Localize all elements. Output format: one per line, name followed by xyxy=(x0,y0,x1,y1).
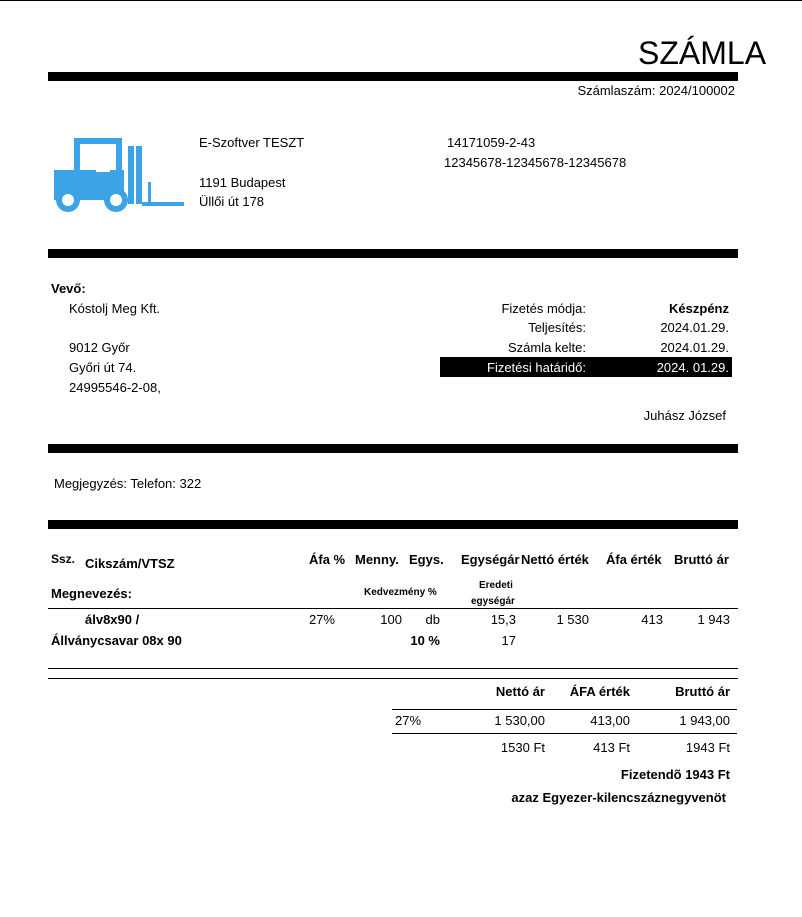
summary-net: 1 530,00 xyxy=(494,713,545,728)
issue-date-value: 2024.01.29. xyxy=(660,340,729,355)
seller-city: 1191 Budapest xyxy=(199,175,286,190)
item-net-value: 1 530 xyxy=(556,612,589,627)
table-bottom-line xyxy=(48,678,738,679)
col-no: Ssz. xyxy=(51,552,76,566)
item-vat-pct: 27% xyxy=(308,612,335,627)
fulfillment-label: Teljesítés: xyxy=(528,320,586,335)
fulfillment-value: 2024.01.29. xyxy=(660,320,729,335)
item-vat-value: 413 xyxy=(641,612,663,627)
col-orig-price-2: egységár xyxy=(471,596,515,607)
buyer-label: Vevő: xyxy=(51,281,86,296)
item-name: Állványcsavar 08x 90 xyxy=(51,633,182,648)
seller-tax-id: 14171059-2-43 xyxy=(447,135,536,150)
due-date-label: Fizetési határidő: xyxy=(487,360,586,375)
buyer-tax-id: 24995546-2-08, xyxy=(69,380,161,395)
payable-amount: Fizetendõ 1943 Ft xyxy=(620,767,730,782)
col-unit: Egys. xyxy=(409,552,444,567)
col-name: Megnevezés: xyxy=(51,586,132,601)
seller-bank-account: 12345678-12345678-12345678 xyxy=(444,155,627,170)
forklift-icon xyxy=(52,136,186,214)
col-discount: Kedvezmény % xyxy=(364,587,437,598)
summary-gross-total: 1943 Ft xyxy=(685,740,730,755)
summary-rate: 27% xyxy=(395,713,422,728)
buyer-street: Győri út 74. xyxy=(69,360,137,375)
section-bar xyxy=(48,444,738,453)
summary-gross-label: Bruttó ár xyxy=(675,684,730,699)
top-border xyxy=(0,0,802,1)
payment-method-label: Fizetés módja: xyxy=(501,301,586,316)
item-discount: 10 % xyxy=(410,633,440,648)
invoice-number: Számlaszám: 2024/100002 xyxy=(577,83,735,98)
summary-divider xyxy=(392,709,737,710)
invoice-title: SZÁMLA xyxy=(638,35,767,71)
summary-divider xyxy=(392,733,737,734)
item-code: álv8x90 / xyxy=(85,612,140,627)
summary-vat-label: ÁFA érték xyxy=(569,684,630,699)
col-net-value: Nettó érték xyxy=(521,552,589,567)
buyer-city: 9012 Győr xyxy=(69,340,130,355)
summary-net-label: Nettó ár xyxy=(495,684,545,699)
col-unit-price: Egységár xyxy=(461,552,520,567)
header-bar xyxy=(48,72,738,81)
table-bottom-line xyxy=(48,668,738,669)
item-gross-price: 1 943 xyxy=(697,612,730,627)
payment-method-value: Készpénz xyxy=(669,301,729,316)
col-qty: Menny. xyxy=(355,552,399,567)
amount-in-words: azaz Egyezer-kilencszáznegyvenöt xyxy=(511,790,726,805)
summary-vat-total: 413 Ft xyxy=(593,740,630,755)
issue-date-label: Számla kelte: xyxy=(507,340,586,355)
col-vat-value: Áfa érték xyxy=(606,552,662,567)
item-unit: db xyxy=(425,612,440,627)
seller-street: Üllői út 178 xyxy=(199,194,265,209)
col-code: Cikszám/VTSZ xyxy=(85,556,175,571)
buyer-name: Kóstolj Meg Kft. xyxy=(69,301,161,316)
col-gross-price: Bruttó ár xyxy=(674,552,729,567)
table-header-divider xyxy=(48,608,738,609)
note: Megjegyzés: Telefon: 322 xyxy=(54,476,202,491)
section-bar xyxy=(48,249,738,258)
summary-gross: 1 943,00 xyxy=(679,713,730,728)
seller-name: E-Szoftver TESZT xyxy=(199,135,305,150)
issuer-name: Juhász József xyxy=(643,408,726,423)
summary-net-total: 1530 Ft xyxy=(500,740,545,755)
summary-vat: 413,00 xyxy=(590,713,630,728)
due-date-value: 2024. 01.29. xyxy=(656,360,729,375)
item-qty: 100 xyxy=(380,612,402,627)
item-orig-price: 17 xyxy=(501,633,516,648)
col-vat-pct: Áfa % xyxy=(309,552,346,567)
item-unit-price: 15,3 xyxy=(490,612,516,627)
section-bar xyxy=(48,520,738,529)
col-orig-price-1: Eredeti xyxy=(479,580,513,591)
